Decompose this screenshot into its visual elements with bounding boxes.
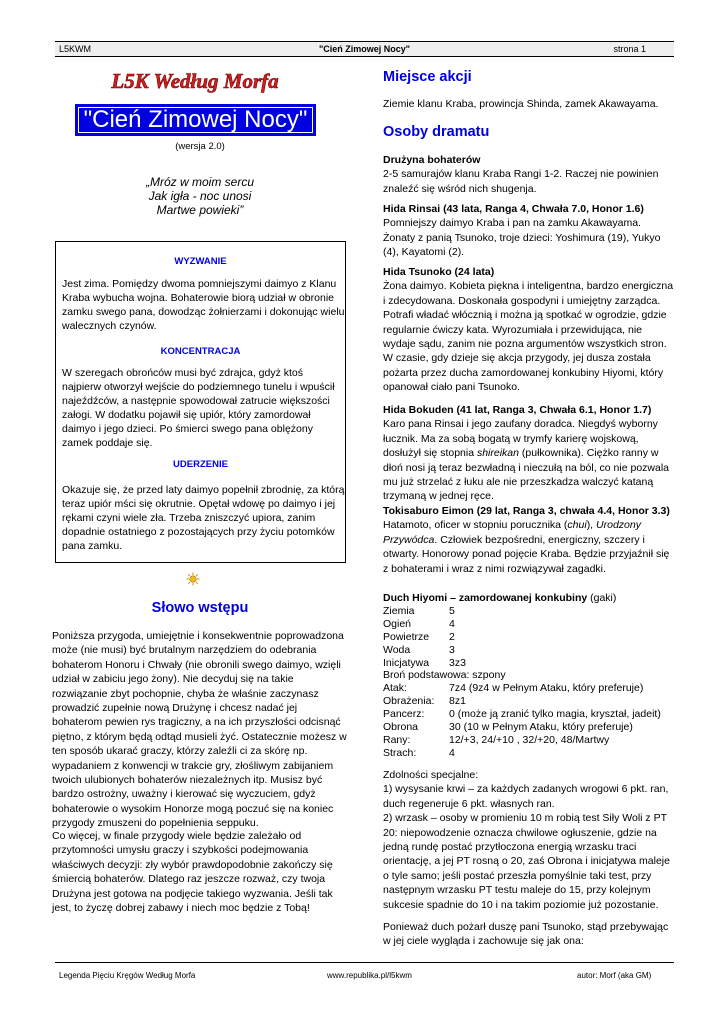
character-name: Drużyna bohaterów <box>383 154 481 166</box>
character-name: Duch Hiyomi – zamordowanej konkubiny <box>383 592 588 604</box>
adventure-title <box>75 104 316 136</box>
character-bokuden <box>383 403 675 504</box>
stat-row: Inicjatywa 3z3 <box>383 656 466 669</box>
character-description: 2-5 samurajów klanu Kraba Rangi 1-2. Raczej nie powinien znaleźć się wśród nich shugenja. <box>383 168 659 195</box>
ghost-stats <box>383 605 675 760</box>
stat-row: Woda 3 <box>383 643 455 656</box>
stat-row: Pancerz: 0 (może ją zranić tylko magia, kryształ, jadeit) <box>383 708 661 721</box>
footer-author: autor: Morf (aka GM) <box>577 971 652 980</box>
page-footer <box>55 962 674 980</box>
character-name: Hida Rinsai (43 lata, Ranga 4, Chwała 7.0, Honor 1.6) <box>383 203 644 215</box>
character-name: Tokisaburo Eimon (29 lat, Ranga 3, chwała 4.4, Honor 3.3) <box>383 505 670 517</box>
stat-row: Obrona 30 (10 w Pełnym Ataku, który preferuje) <box>383 721 633 734</box>
footer-left: Legenda Pięciu Kręgów Według Morfa <box>59 971 196 980</box>
stat-row: Obrażenia: 8z1 <box>383 695 466 708</box>
poem <box>55 175 345 217</box>
character-duch: Duch Hiyomi – zamordowanej konkubiny (gaki) <box>383 592 617 604</box>
footer-url[interactable]: www.republika.pl/l5kwm <box>327 971 412 980</box>
header-title: "Cień Zimowej Nocy" <box>318 44 411 54</box>
stat-row: Atak: 7z4 (9z4 w Pełnym Ataku, który preferuje) <box>383 682 644 695</box>
version: (wersja 2.0) <box>175 141 225 152</box>
character-eimon <box>383 504 675 576</box>
character-name: Hida Bokuden (41 lat, Ranga 3, Chwała 6.1, Honor 1.7) <box>383 404 652 416</box>
sun-icon <box>186 572 200 586</box>
slowo-wstepu-heading: Słowo wstępu <box>151 600 249 616</box>
section-heading-uderzenie: UDERZENIE <box>173 459 228 470</box>
stat-row: Strach: 4 <box>383 746 455 759</box>
logo <box>108 66 283 94</box>
stat-row: Powietrze 2 <box>383 630 455 643</box>
osoby-dramatu-heading: Osoby dramatu <box>383 124 490 140</box>
poem-line: Jak igła - noc unosi <box>148 189 252 203</box>
stat-row: Ogień 4 <box>383 617 455 630</box>
character-description: Hatamoto, oficer w stopniu porucznika (chui), Urodzony Przywódca. Człowiek bezpośredni, energiczny, szczery i otwarty. Honorowy ponad pojęcie Kraba. Będzie przyjaźnił się z bohaterami i wraz z nimi rozwiązywał zagadki. <box>383 519 670 575</box>
character-name: Hida Tsunoko (24 lata) <box>383 266 495 278</box>
ability-1: 1) wysysanie krwi – za każdych zadanych wrogowi 6 pkt. ran, duch regeneruje 6 pkt. własnych ran. <box>383 783 669 810</box>
character-tsunoko <box>383 265 675 395</box>
closing-paragraph: Ponieważ duch pożarł duszę pani Tsunoko, stąd przebywając w jej ciele wygląda i zachowuje się jak ona: <box>383 921 669 948</box>
character-druzyna <box>383 153 675 196</box>
stat-row: Rany: 12/+3, 24/+10 , 32/+20, 48/Martwy <box>383 733 610 746</box>
character-description: Żona daimyo. Kobieta piękna i inteligentna, bardzo energiczna i zdecydowana. Doskonała gospodyni i umiejętny zarządca. Potrafi władać włócznią i można ją spotkać w ogrodzie, gdzie regularnie ćwiczy kata. Wyrozumiała i przewidująca, nie wydaje sądu, zanim nie pozna argumentów wszystkich stron. W czasie, gdy dzieje się akcja przygody, jej dusza została pożarta przez ducha zamordowanej konkubiny Hiyomi, który opanował ciało pani Tsunoko. <box>383 280 674 394</box>
slowo-paragraph-1: Poniższa przygoda, umiejętnie i konsekwentnie poprowadzona może (nie musi) być brutalnym narzędziem do odebrania bohaterom Honoru i Chwały (nie obronili swego daimyo, wzięli udział w zabiciu jego żony). Nie decyduj się na takie rozwiązanie zbyt pochopnie, chyba że właśnie zaczynasz prowadzić zupełnie nową Drużynę i chcesz nadać jej bohaterom pewien rys tragiczny, a na ich przyszłości odcisnąć piętno, z którym będą odtąd musieli żyć. Ostatecznie możesz w ten sposób ukarać graczy, którzy zaleźli ci za skórę np. wypadaniem z konwencji w trakcie gry, złośliwym zabijaniem twoich ulubionych bohaterów niezależnych itp. Musisz być bardzo ostrożny, uważny i kierować się wyczuciem, gdyż bohaterowie o wysokim Honorze mogą poczuć się na koniec przygody zmuszeni do popełnienia seppuku. <box>52 630 347 830</box>
special-abilities <box>383 768 675 912</box>
poem-line: Martwe powieki” <box>156 203 244 217</box>
summary-box <box>55 241 346 563</box>
weapon-row: Broń podstawowa: szpony <box>383 669 506 682</box>
wyzwanie-text: Jest zima. Pomiędzy dwoma pomniejszymi daimyo z Klanu Kraba wybucha wojna. Bohaterowie biorą udział w obronie zamku swego pana, dowodząc żołnierzami i dokonując wielu walecznych czynów. <box>62 278 345 332</box>
stat-row: Ziemia 5 <box>383 605 455 617</box>
svg-text:L5K Według Morfa: L5K Według Morfa <box>111 69 279 93</box>
section-heading-koncentracja: KONCENTRACJA <box>160 346 241 357</box>
koncentracja-text: W szeregach obrońców musi być zdrajca, gdyż ktoś najpierw otworzył wejście do podziemnego tunelu i wpuścił najeźdźców, a następnie spowodował zatrucie większości załogi. W dodatku pojawił się upiór, który zamordował daimyo i jego dzieci. Po śmierci swego pana oblężony zamek poddaje się. <box>62 367 335 449</box>
header-page: strona 1 <box>613 44 646 54</box>
poem-line: „Mróz w moim sercu <box>145 175 254 189</box>
uderzenie-text: Okazuje się, że przed laty daimyo popełnił zbrodnię, za którą teraz upiór mści się okrutnie. Opętał wdowę po daimyo i jej rękami czyni wiele zła. Trzeba zniszczyć upiora, zanim dopadnie ostatniego z pozostających przy życiu potomków pana zamku. <box>62 484 345 552</box>
character-rinsai <box>383 202 675 260</box>
header-left: L5KWM <box>59 44 92 54</box>
page-header <box>55 41 674 57</box>
section-heading-wyzwanie: WYZWANIE <box>174 256 227 267</box>
abilities-heading: Zdolności specjalne: <box>383 769 479 781</box>
miejsce-akcji-heading: Miejsce akcji <box>383 69 472 85</box>
miejsce-akcji-text: Ziemie klanu Kraba, prowincja Shinda, zamek Akawayama. <box>383 98 659 110</box>
title-text: "Cień Zimowej Nocy" <box>83 106 308 133</box>
character-description: Karo pana Rinsai i jego zaufany doradca. Niegdyś wyborny łucznik. Ma za sobą bogatą w trymfy karierę wojskową, dosłużył się stopnia shireikan (pułkownika). Ciężko ranny w dłoń nosi ją teraz bezwładną i nieczułą na ból, co nie pozwala mu już strzelać z łuku ale nie przeszkadza walczyć kataną trzymaną w jednej ręce. <box>383 418 670 503</box>
character-description: Pomniejszy daimyo Kraba i pan na zamku Akawayama. Żonaty z panią Tsunoko, troje dzieci: Yoshimura (19), Yukyo (4), Kayatomi (2). <box>383 217 661 259</box>
slowo-paragraph-2: Co więcej, w finale przygody wiele będzie zależało od przytomności umysłu graczy i szybkości podejmowania właściwych decyzji: zły wybór prawdopodobnie zakończy się śmiercią bohaterów. Dlatego raz jeszcze rozważ, czy twoja Drużyna jest gotowa na podjęcie takiego wyzwania. Jeśli tak jest, to życzę dobrej zabawy i niech moc będzie z Tobą! <box>52 830 333 915</box>
ability-2: 2) wrzask – osoby w promieniu 10 m robią test Siły Woli z PT 20: niepowodzenie oznacza chwilowe ogłuszenie, gdzie na jedną rundę postać przytłoczona energią wrzasku traci orientację, a jej PT rosną o 20, zaś Obrona i inicjatywa maleje o tyle samo; jeśli postać przeszła pomyślnie taki test, przy następnym wrzasku PT testu maleje do 15, przy kolejnym sukcesie spadnie do 10 i na takim poziomie już pozostanie. <box>383 812 670 911</box>
